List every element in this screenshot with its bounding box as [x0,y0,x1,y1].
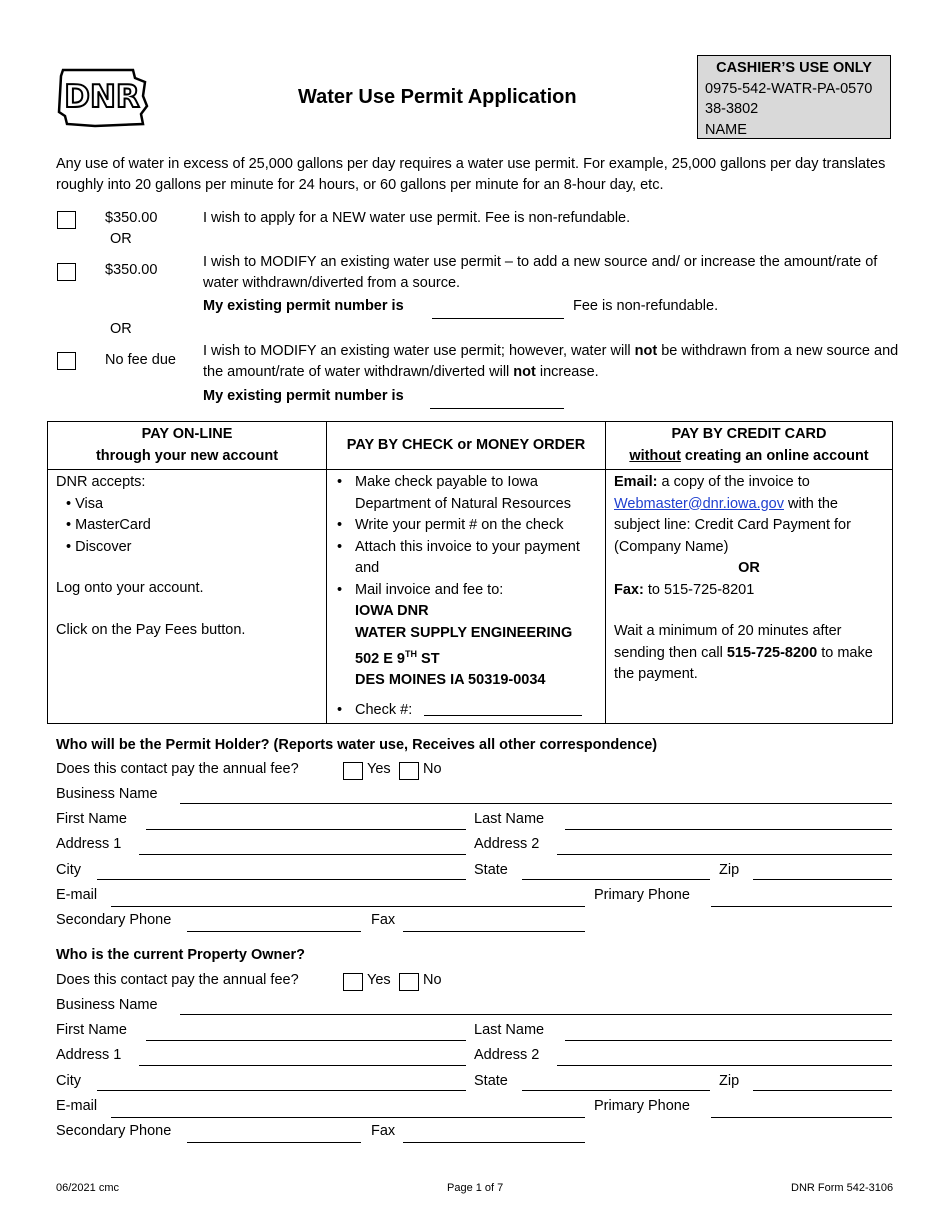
po-fax-input[interactable] [403,1142,585,1143]
ph-business-label: Business Name [56,786,158,802]
payment-table [47,421,893,724]
footer-form-number: DNR Form 542-3106 [791,1182,894,1194]
modify-fee: $350.00 [105,262,158,278]
email-instructions: Email: a copy of the invoice to Webmaster@dnr.iowa.gov with the subject line: Credit Card Payment for (Company Name) [614,474,851,555]
ph-phone-input[interactable] [711,906,892,907]
po-fax-label: Fax [371,1123,396,1139]
footer-date: 06/2021 cmc [56,1182,119,1194]
modify-permit-checkbox[interactable] [57,263,76,281]
ph-fax-input[interactable] [403,931,585,932]
po-state-label: State [474,1073,508,1089]
dnr-accepts: DNR accepts: [56,474,146,490]
ph-city-label: City [56,862,81,878]
po-no-label: No [423,972,442,988]
ph-business-input[interactable] [180,803,892,804]
no-fee-permit-number-label: My existing permit number is [203,388,404,404]
ph-zip-input[interactable] [753,879,892,880]
pay-card-cell [606,470,893,724]
po-address2-input[interactable] [557,1065,892,1066]
footer-page-number: Page 1 of 7 [447,1182,504,1194]
po-email-input[interactable] [111,1117,585,1118]
ph-phone2-label: Secondary Phone [56,912,172,928]
or-label-1: OR [110,231,132,247]
card-item: • Visa [66,495,104,512]
check-item: • Make check payable to Iowa Department of Natural Resources [355,472,597,515]
po-business-label: Business Name [56,997,158,1013]
check-instructions [335,472,597,601]
property-owner-heading: Who is the current Property Owner? [56,947,305,963]
no-fee-not-2: not [513,364,536,380]
no-fee-permit-number-input[interactable] [430,408,564,409]
po-city-label: City [56,1073,81,1089]
po-no-checkbox[interactable] [399,973,419,991]
po-address2-label: Address 2 [474,1047,540,1063]
ph-first-input[interactable] [146,829,466,830]
no-fee-not-1: not [634,343,658,359]
check-number-row [335,700,597,722]
po-first-label: First Name [56,1022,127,1038]
po-business-input[interactable] [180,1014,892,1015]
no-fee-text-a: I wish to MODIFY an existing water use permit; however, water will [203,343,635,359]
po-phone-label: Primary Phone [594,1098,690,1114]
po-zip-input[interactable] [753,1090,892,1091]
card-or: OR [738,560,760,576]
po-yes-checkbox[interactable] [343,973,363,991]
or-label-2: OR [110,321,132,337]
ph-city-input[interactable] [97,879,466,880]
ph-zip-label: Zip [719,862,740,878]
modify-permit-number-label: My existing permit number is [203,298,404,314]
no-fee-text-b: be withdrawn from a new source and the amount/rate of water withdrawn/diverted will [203,343,899,380]
ph-email-label: E-mail [56,887,98,903]
webmaster-email-link[interactable]: Webmaster@dnr.iowa.gov [614,495,784,512]
svg-text:DNR: DNR [64,79,140,115]
pay-online-cell [48,470,327,724]
po-email-label: E-mail [56,1098,98,1114]
ph-phone2-input[interactable] [187,931,361,932]
pay-online-header: PAY ON-LINE through your new account [48,422,327,470]
ph-no-label: No [423,761,442,777]
no-fee-text [203,341,903,383]
ph-email-input[interactable] [111,906,585,907]
po-phone2-label: Secondary Phone [56,1123,172,1139]
page-title: Water Use Permit Application [298,86,577,108]
pay-check-cell [327,470,606,724]
ph-last-label: Last Name [474,811,545,827]
ph-address2-label: Address 2 [474,836,540,852]
card-item: • MasterCard [66,517,151,533]
modify-nonrefundable: Fee is non-refundable. [573,298,719,314]
ph-address2-input[interactable] [557,854,892,855]
ph-yes-checkbox[interactable] [343,762,363,780]
cashier-box [697,55,891,139]
po-phone-input[interactable] [711,1117,892,1118]
cashier-line-1: 0975-542-WATR-PA-0570 [705,80,873,97]
po-state-input[interactable] [522,1090,710,1091]
card-item: • Discover [66,538,132,555]
new-permit-text: I wish to apply for a NEW water use permit. Fee is non-refundable. [203,210,631,226]
po-fee-question: Does this contact pay the annual fee? [56,972,299,988]
permit-holder-heading: Who will be the Permit Holder? (Reports water use, Receives all other correspondence) [56,737,658,753]
check-item: • Attach this invoice to your payment and [355,537,597,580]
logon-text: Log onto your account. [56,580,204,596]
no-fee-checkbox[interactable] [57,352,76,370]
card-list [56,494,318,559]
check-item: • Write your permit # on the check [355,515,597,537]
ph-fax-label: Fax [371,912,396,928]
ph-yes-label: Yes [367,761,391,777]
mailing-address: IOWA DNR WATER SUPPLY ENGINEERING 502 E 9TH ST DES MOINES IA 50319-0034 [355,603,573,689]
po-phone2-input[interactable] [187,1142,361,1143]
check-item: • Mail invoice and fee to: [355,580,597,602]
cashier-line-3: NAME [705,121,747,138]
po-last-input[interactable] [565,1040,892,1041]
ph-no-checkbox[interactable] [399,762,419,780]
new-permit-checkbox[interactable] [57,211,76,229]
po-first-input[interactable] [146,1040,466,1041]
dnr-logo [55,66,150,130]
po-yes-label: Yes [367,972,391,988]
modify-permit-text: I wish to MODIFY an existing water use permit – to add a new source and/ or increase the amount/rate of water withdrawn/diverted from a source. [203,254,878,291]
ph-state-input[interactable] [522,879,710,880]
po-address1-label: Address 1 [56,1047,122,1063]
new-fee: $350.00 [105,210,158,226]
no-fee-label: No fee due [105,352,176,368]
no-fee-text-c: increase. [535,364,599,380]
cashier-heading: CASHIER’S USE ONLY [716,60,872,76]
ph-last-input[interactable] [565,829,892,830]
po-address1-input[interactable] [139,1065,466,1066]
po-last-label: Last Name [474,1022,545,1038]
pay-card-header: PAY BY CREDIT CARD without creating an online account [606,422,893,470]
check-number-input[interactable] [424,701,582,716]
wait-instructions: Wait a minimum of 20 minutes after sending then call 515-725-8200 to make the payment. [614,623,873,682]
ph-address1-label: Address 1 [56,836,122,852]
po-zip-label: Zip [719,1073,740,1089]
pay-fees-text: Click on the Pay Fees button. [56,621,246,638]
ph-fee-question: Does this contact pay the annual fee? [56,761,299,777]
modify-permit-number-input[interactable] [432,318,564,319]
ph-first-label: First Name [56,811,127,827]
ph-phone-label: Primary Phone [594,887,690,903]
pay-check-header: PAY BY CHECK or MONEY ORDER [327,422,606,470]
po-city-input[interactable] [97,1090,466,1091]
check-number-label: Check #: [355,701,413,718]
cashier-line-2: 38-3802 [705,101,759,117]
ph-address1-input[interactable] [139,854,466,855]
fax-instructions: Fax: to 515-725-8201 [614,581,755,598]
ph-state-label: State [474,862,508,878]
intro-text: Any use of water in excess of 25,000 gallons per day requires a water use permit. For example, 25,000 gallons per day translates roughly into 20 gallons per minute for 24 hours, or 60 gallons per minute for an 8-hour day, etc. [56,156,886,193]
